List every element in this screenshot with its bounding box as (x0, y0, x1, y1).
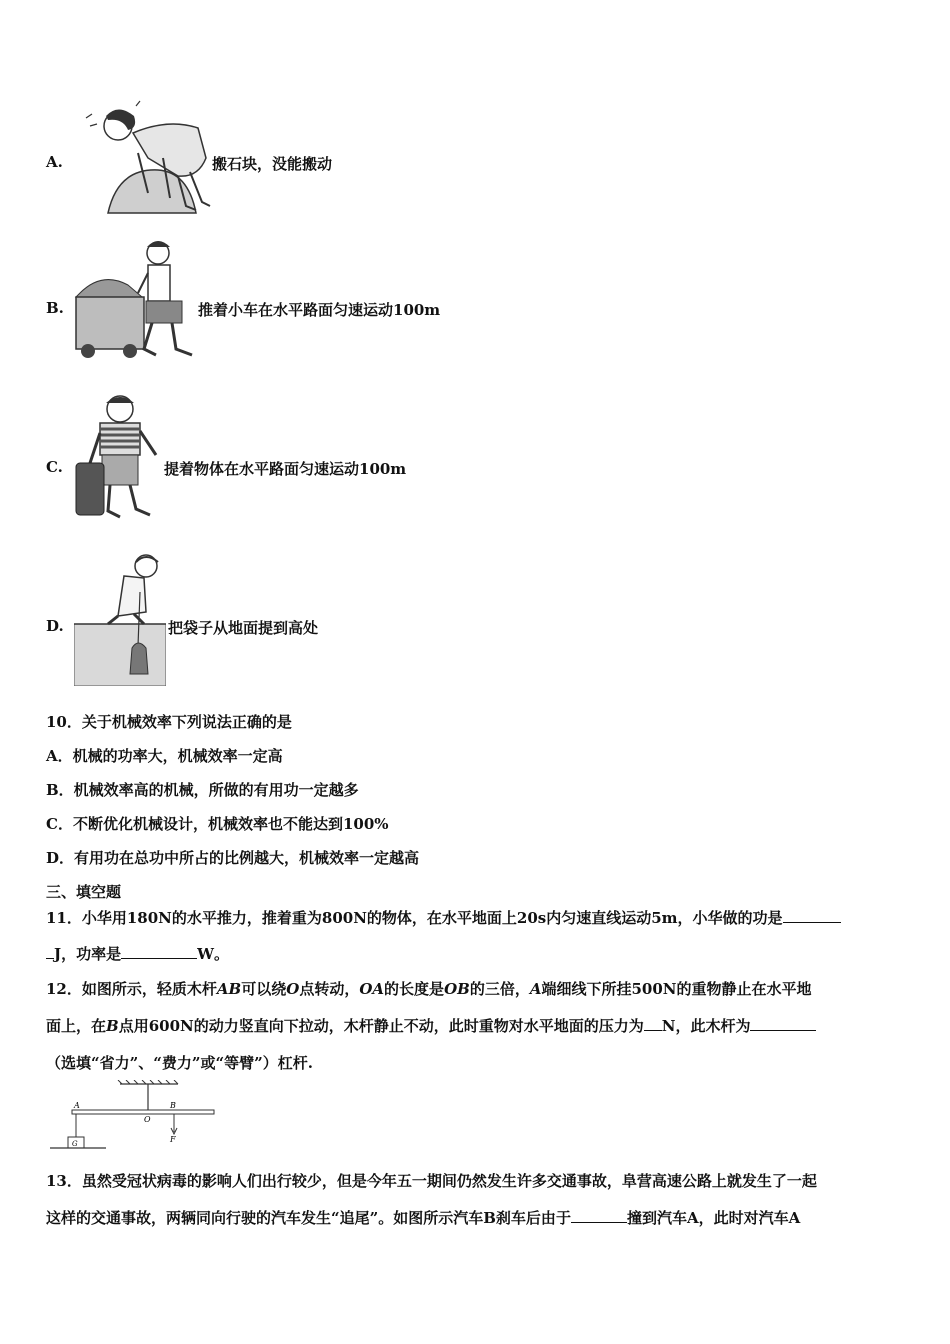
q13-line1: 13．虽然受冠状病毒的影响人们出行较少，但是今年五一期间仍然发生许多交通事故，阜营高速公路上就发生了一起 (46, 1172, 817, 1190)
q11-line1 (46, 908, 841, 928)
q12-var-b: B (106, 1017, 119, 1035)
option-c-letter: C. (46, 458, 63, 476)
option-d-caption: 把袋子从地面提到高处 (168, 619, 319, 637)
q11-line2 (46, 944, 229, 964)
q12-var-a: A (529, 980, 542, 998)
q12-blank-lever-type[interactable] (750, 1016, 816, 1031)
option-c-caption: 提着物体在水平路面匀速运动100m (164, 460, 407, 478)
option-a-letter: A. (46, 153, 63, 171)
q12-line2 (46, 1016, 816, 1036)
q11-blank-power[interactable] (121, 944, 197, 959)
q11-text1: 11．小华用180N的水平推力，推着重为800N的物体，在水平地面上20s内匀速直线运动5m，小华做的功是 (46, 909, 783, 927)
q10-option-a: A．机械的功率大，机械效率一定高 (46, 747, 283, 765)
option-d-letter: D. (46, 617, 64, 635)
q10-stem: 10．关于机械效率下列说法正确的是 (46, 713, 292, 731)
label-o: O (144, 1115, 151, 1124)
q12-t4: 的长度是 (384, 980, 445, 998)
q12-t6: 端细线下所挂500N的重物静止在水平地 (541, 980, 812, 998)
option-a-illustration (78, 98, 212, 218)
option-a-caption: 搬石块，没能搬动 (212, 155, 333, 173)
q12-t5: 的三倍， (469, 980, 530, 998)
q10-option-c: C．不断优化机械设计，机械效率也不能达到100% (46, 815, 389, 833)
q12-t8: 点用600N的动力竖直向下拉动，木杆静止不动，此时重物对水平地面的压力为 (118, 1017, 644, 1035)
q12-var-o: O (286, 980, 300, 998)
q12-blank-pressure[interactable] (644, 1016, 662, 1031)
q12-var-ob: OB (444, 980, 470, 998)
q10-option-d: D．有用功在总功中所占的比例越大，机械效率一定越高 (46, 849, 420, 867)
q11-text2: J，功率是 (54, 945, 122, 963)
q13-t1: 这样的交通事故，两辆同向行驶的汽车发生“追尾”。如图所示汽车B刹车后由于 (46, 1209, 571, 1227)
q13-t2: 撞到汽车A，此时对汽车A (626, 1209, 801, 1227)
q13-line2 (46, 1208, 800, 1228)
q12-line3: （选填“省力”、“费力”或“等臂”）杠杆. (46, 1054, 313, 1072)
label-b: B (170, 1101, 176, 1110)
q12-t1: 12．如图所示，轻质木杆 (46, 980, 217, 998)
q12-line1 (46, 979, 812, 999)
q10-option-b: B．机械效率高的机械，所做的有用功一定越多 (46, 781, 359, 799)
lever-diagram (46, 1080, 226, 1152)
q12-t2: 可以绕 (241, 980, 287, 998)
section-title: 三、填空题 (46, 883, 122, 901)
q12-t9: N，此木杆为 (661, 1017, 751, 1035)
q12-t3: 点转动， (299, 980, 360, 998)
q11-text3: W。 (197, 945, 229, 963)
option-c-illustration (74, 393, 164, 527)
option-b-illustration (72, 233, 200, 363)
label-f: F (170, 1135, 176, 1144)
q12-var-oa: OA (359, 980, 385, 998)
option-d-illustration (74, 552, 166, 686)
q11-blank-work-cont[interactable] (46, 944, 54, 959)
label-g: G (72, 1140, 78, 1148)
option-b-letter: B. (46, 299, 64, 317)
label-a: A (74, 1101, 80, 1110)
q12-t7: 面上，在 (46, 1017, 107, 1035)
q11-blank-work[interactable] (783, 908, 841, 923)
q12-var-ab: AB (216, 980, 242, 998)
q13-blank-reason[interactable] (571, 1208, 627, 1223)
option-b-caption: 推着小车在水平路面匀速运动100m (198, 301, 441, 319)
